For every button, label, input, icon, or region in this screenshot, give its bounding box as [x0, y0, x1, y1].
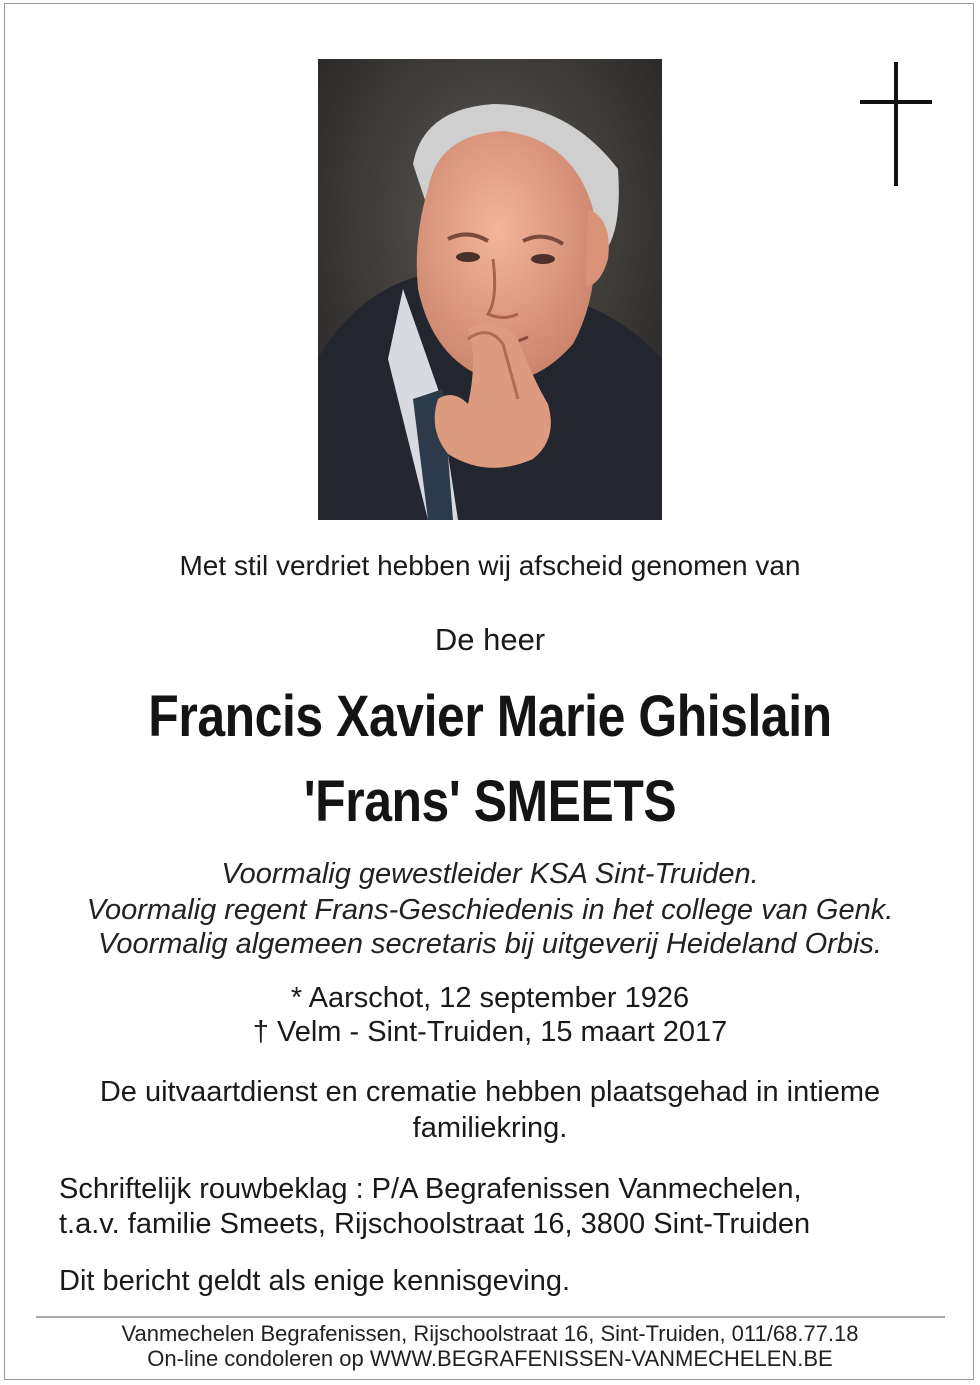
intro-text: Met stil verdriet hebben wij afscheid genomen van [179, 550, 801, 581]
role-line: Voormalig algemeen secretaris bij uitgeverij Heideland Orbis. [98, 928, 882, 960]
condolence-address-line1: Schriftelijk rouwbeklag : P/A Begrafenissen Vanmechelen, [59, 1173, 802, 1205]
role-line: Voormalig gewestleider KSA Sint-Truiden. [221, 858, 759, 890]
latin-cross-icon [858, 62, 934, 186]
footer-website: On-line condoleren op WWW.BEGRAFENISSEN-VANMECHELEN.BE [147, 1346, 833, 1371]
portrait-photo [318, 59, 662, 520]
footer-divider [36, 1316, 945, 1318]
service-text-line1: De uitvaartdienst en crematie hebben plaatsgehad in intieme [99, 1076, 881, 1108]
footer-contact: Vanmechelen Begrafenissen, Rijschoolstraat 16, Sint-Truiden, 011/68.77.18 [121, 1321, 859, 1346]
role-line: Voormalig regent Frans-Geschiedenis in het college van Genk. [86, 894, 894, 926]
honorific: De heer [434, 622, 546, 657]
death-info: † Velm - Sint-Truiden, 15 maart 2017 [252, 1016, 728, 1048]
condolence-address-line2: t.a.v. familie Smeets, Rijschoolstraat 16, 3800 Sint-Truiden [59, 1208, 811, 1240]
deceased-name-line2: 'Frans' SMEETS [303, 769, 677, 834]
birth-info: * Aarschot, 12 september 1926 [290, 982, 690, 1014]
service-text-line2: familiekring. [412, 1112, 568, 1144]
deceased-name-line1: Francis Xavier Marie Ghislain [148, 684, 832, 749]
notice-text: Dit bericht geldt als enige kennisgeving. [59, 1265, 571, 1297]
